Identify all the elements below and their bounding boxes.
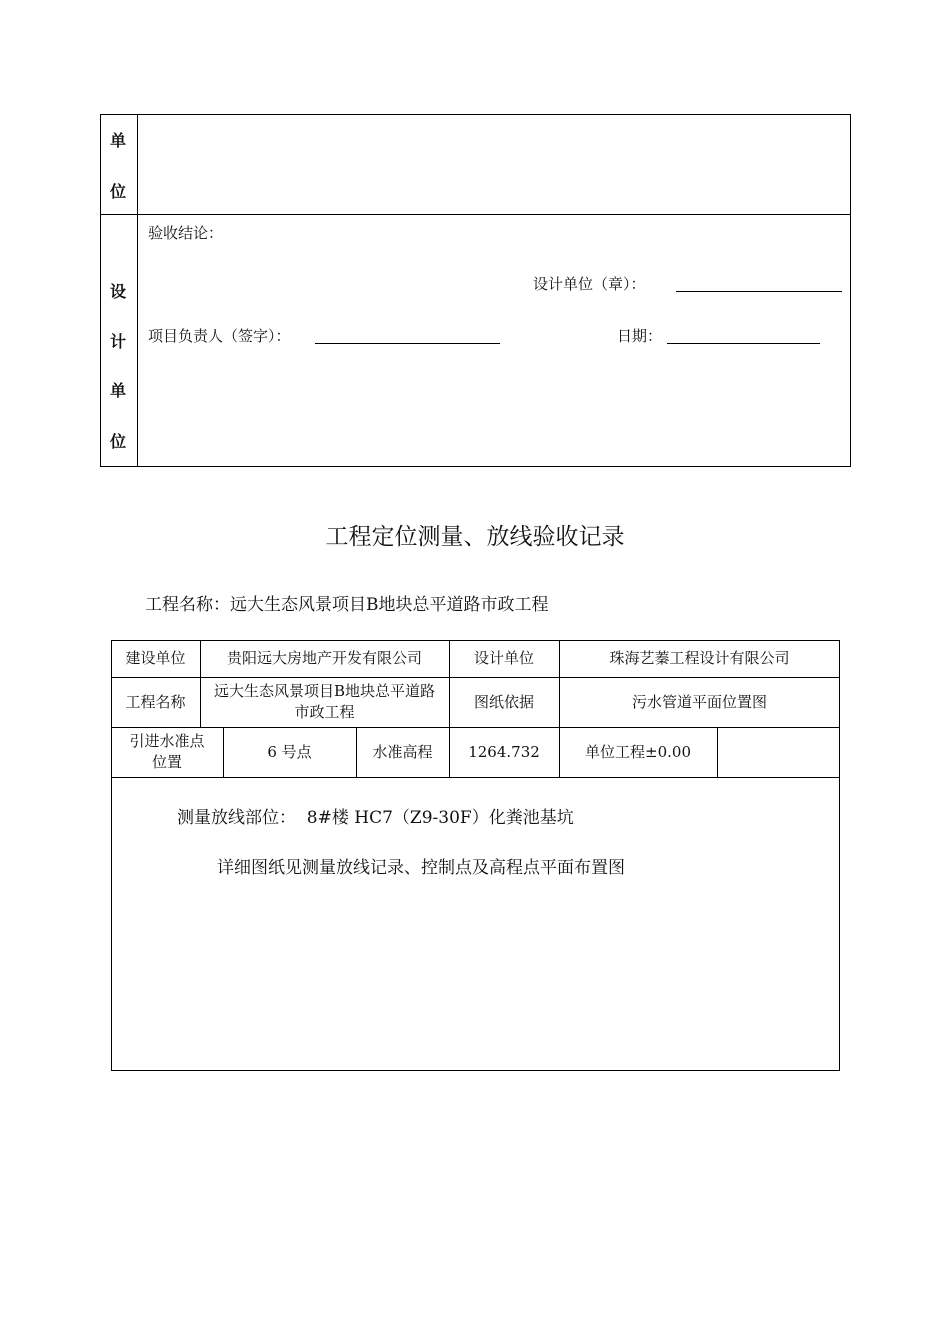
drawing-basis-value: 污水管道平面位置图: [631, 692, 767, 711]
project-name-line: 工程名称：远大生态风景项目B地块总平道路市政工程: [145, 595, 549, 615]
benchmark-location-label: 引进水准点位置: [129, 732, 205, 771]
side-label-char: 单: [109, 381, 126, 400]
table-divider: [111, 777, 840, 778]
benchmark-elevation-label: 水准高程: [372, 742, 433, 761]
construction-unit-value: 贵阳远大房地产开发有限公司: [226, 649, 422, 667]
design-unit-label: 设计单位: [473, 649, 534, 667]
project-name-label: 工程名称: [125, 692, 186, 711]
table-divider: [137, 114, 138, 467]
project-name-value: 远大生态风景项目B地块总平道路市政工程: [213, 682, 436, 721]
project-leader-label: 项目负责人（签字）：: [148, 327, 291, 345]
side-label-char: 设: [109, 282, 126, 301]
survey-part-line: 测量放线部位： 8#楼 HC7（Z9-30F）化粪池基坑: [177, 808, 574, 828]
unit-project-zero-value: 单位工程±0.00: [585, 742, 691, 761]
detail-drawing-line: 详细图纸见测量放线记录、控制点及高程点平面布置图: [217, 858, 625, 878]
side-label-char: 单: [109, 131, 126, 150]
design-unit-value: 珠海艺蓁工程设计有限公司: [609, 649, 790, 667]
date-blank-line: [667, 343, 820, 344]
side-label-char: 计: [109, 332, 126, 351]
side-label-char: 位: [109, 182, 126, 201]
signature-blank-line: [315, 343, 500, 344]
seal-blank-line: [676, 291, 842, 292]
record-title: 工程定位测量、放线验收记录: [325, 524, 625, 550]
table-divider: [100, 214, 851, 215]
empty-cell: [717, 727, 840, 777]
date-label: 日期：: [617, 327, 663, 345]
side-label-char: 位: [109, 432, 126, 451]
drawing-basis-label: 图纸依据: [473, 692, 534, 711]
conclusion-label: 验收结论：: [148, 224, 224, 242]
benchmark-elevation-value: 1264.732: [468, 742, 540, 761]
benchmark-location-value: 6 号点: [267, 742, 312, 761]
design-unit-seal-label: 设计单位（章）：: [533, 275, 646, 293]
construction-unit-label: 建设单位: [125, 649, 186, 667]
